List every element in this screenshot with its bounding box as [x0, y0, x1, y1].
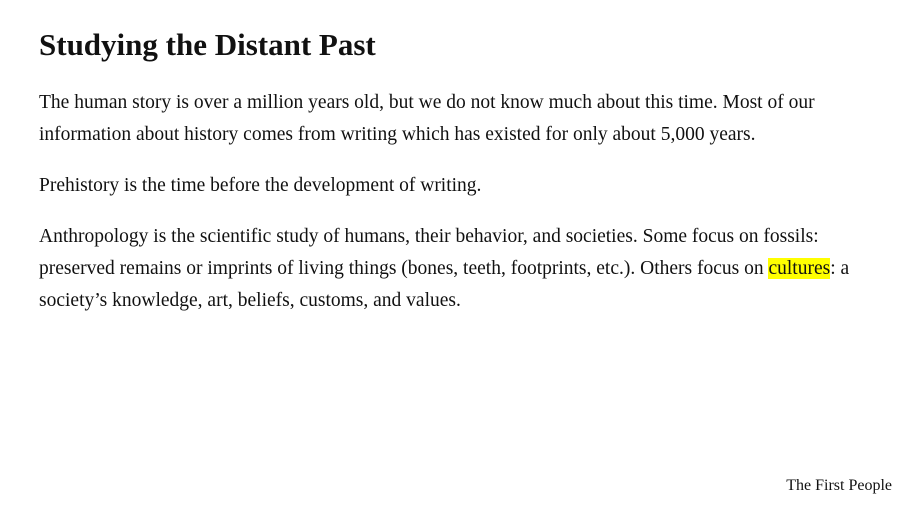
anthropology-text-end: : a society’s knowledge, art, beliefs, customs, and values. [39, 258, 850, 311]
paragraph-human-story: The human story is over a million years old, but we do not know much about this time. Most of our information about history comes from writing which has existed for only about 5,000 years. [39, 92, 815, 145]
anthropology-text-start: Anthropology is the scientific study of humans, their behavior, and societies. Some focus on fossils: preserved remains or imprints of living things (bones, teeth, footprints, etc.). Others focus on [39, 226, 819, 279]
paragraph-anthropology [39, 221, 869, 317]
slide-title: Studying the Distant Past [39, 27, 376, 62]
slide-body [39, 87, 869, 336]
slide-footer: The First People [786, 477, 892, 494]
paragraph-prehistory: Prehistory is the time before the development of writing. [39, 175, 482, 196]
highlighted-term-cultures: cultures [768, 258, 831, 279]
